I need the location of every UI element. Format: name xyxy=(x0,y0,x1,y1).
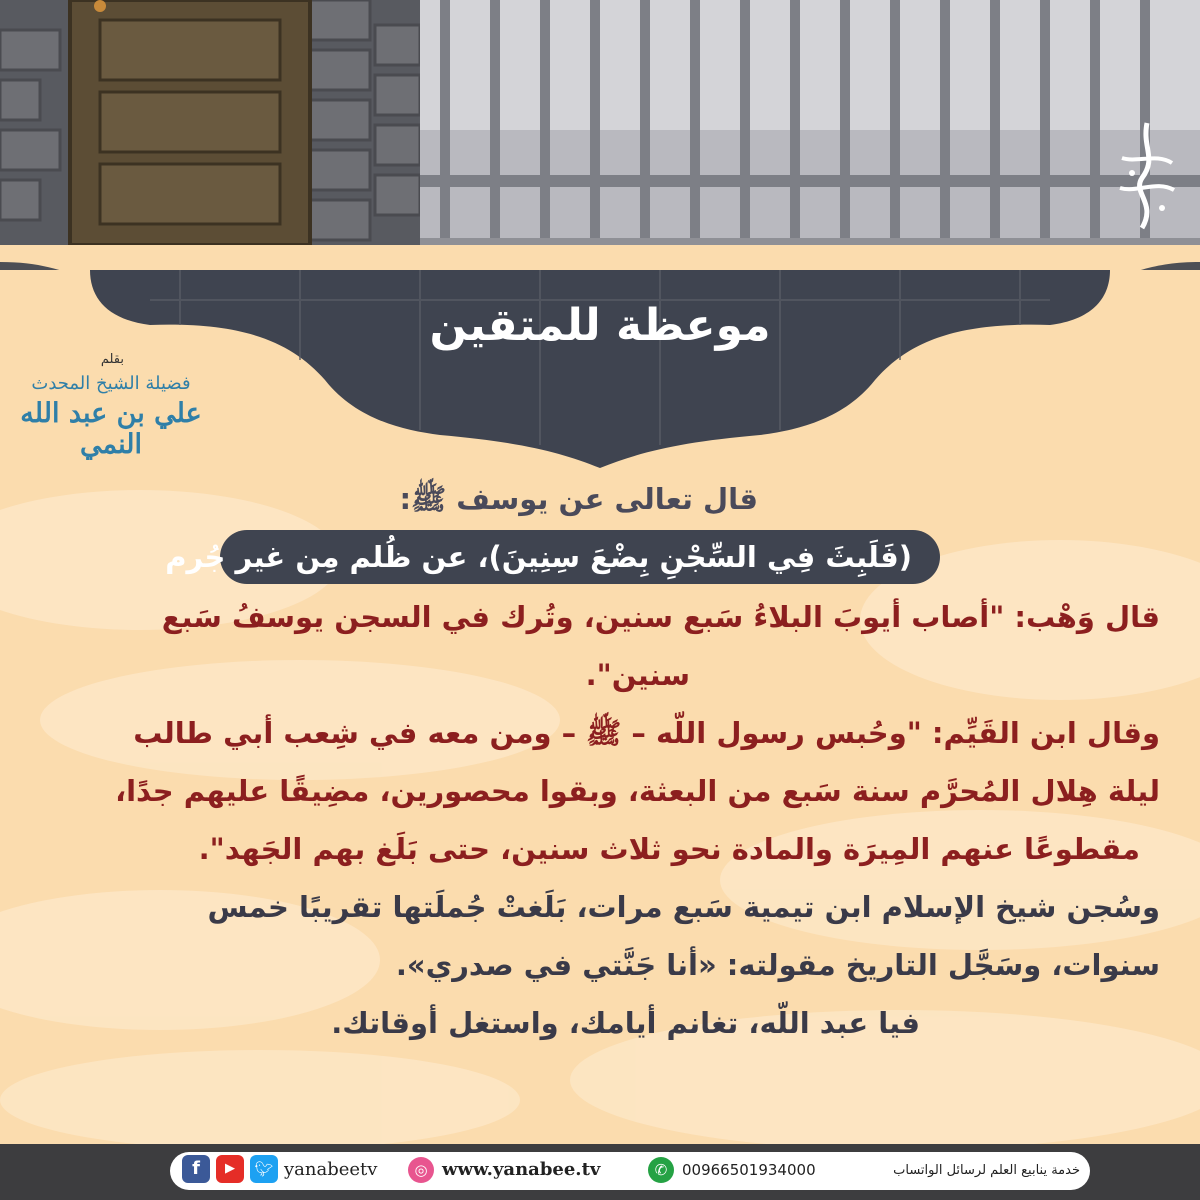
dribbble-icon[interactable]: ◎ xyxy=(408,1157,434,1183)
page-title: موعظة للمتقين xyxy=(429,300,771,351)
social-handle[interactable]: yanabeetv xyxy=(284,1159,378,1180)
body-line: سنوات، وسَجَّل التاريخ مقولته: «أنا جَنَّتي في صدري». xyxy=(395,948,1160,982)
body-line: سنين". xyxy=(585,658,690,692)
body-line: فيا عبد اللّه، تغانم أيامك، واستغل أوقاتك. xyxy=(331,1006,920,1040)
facebook-icon[interactable]: f xyxy=(182,1155,210,1183)
verse-line: (فَلَبِثَ فِي السِّجْنِ بِضْعَ سِنِينَ)، عن ظُلم مِن غير جُرم xyxy=(165,540,912,574)
author-by-label: بقلم xyxy=(100,352,124,367)
whatsapp-service-label: خدمة ينابيع العلم لرسائل الواتساب xyxy=(893,1163,1080,1178)
twitter-icon[interactable]: 🐦︎ xyxy=(250,1155,278,1183)
logo-calligraphy-icon xyxy=(1112,118,1182,238)
yanabee-logo xyxy=(1112,118,1182,238)
author-title: فضيلة الشيخ المحدث xyxy=(31,373,191,394)
youtube-icon[interactable]: ▶ xyxy=(216,1155,244,1183)
intro-line: قال تعالى عن يوسف ﷺ: xyxy=(399,482,758,516)
body-line: ليلة هِلال المُحرَّم سنة سَبع من البعثة، وبقوا محصورين، مضِيقًا عليهم جدًا، xyxy=(115,774,1160,808)
body-line: قال وَهْب: "أصاب أيوبَ البلاءُ سَبع سنين، وتُرك في السجن يوسفُ سَبع xyxy=(161,600,1160,634)
phone-number[interactable]: 00966501934000 xyxy=(682,1161,816,1179)
body-line: مقطوعًا عنهم المِيرَة والمادة نحو ثلاث سنين، حتى بَلَغ بهم الجَهد". xyxy=(198,832,1140,866)
whatsapp-icon: ✆ xyxy=(648,1157,674,1183)
body-line: وقال ابن القَيِّم: "وحُبس رسول اللّه – ﷺ – ومن معه في شِعب أبي طالب xyxy=(133,716,1160,750)
body-lines xyxy=(115,588,1160,1052)
footer-bar xyxy=(0,1144,1200,1200)
website-link[interactable]: www.yanabee.tv xyxy=(442,1159,601,1180)
author-block xyxy=(6,352,216,460)
author-name: علي بن عبد الله النمي xyxy=(20,398,202,460)
body-line: وسُجن شيخ الإسلام ابن تيمية سَبع مرات، بَلَغتْ جُملَتها تقريبًا خمس xyxy=(207,890,1160,924)
